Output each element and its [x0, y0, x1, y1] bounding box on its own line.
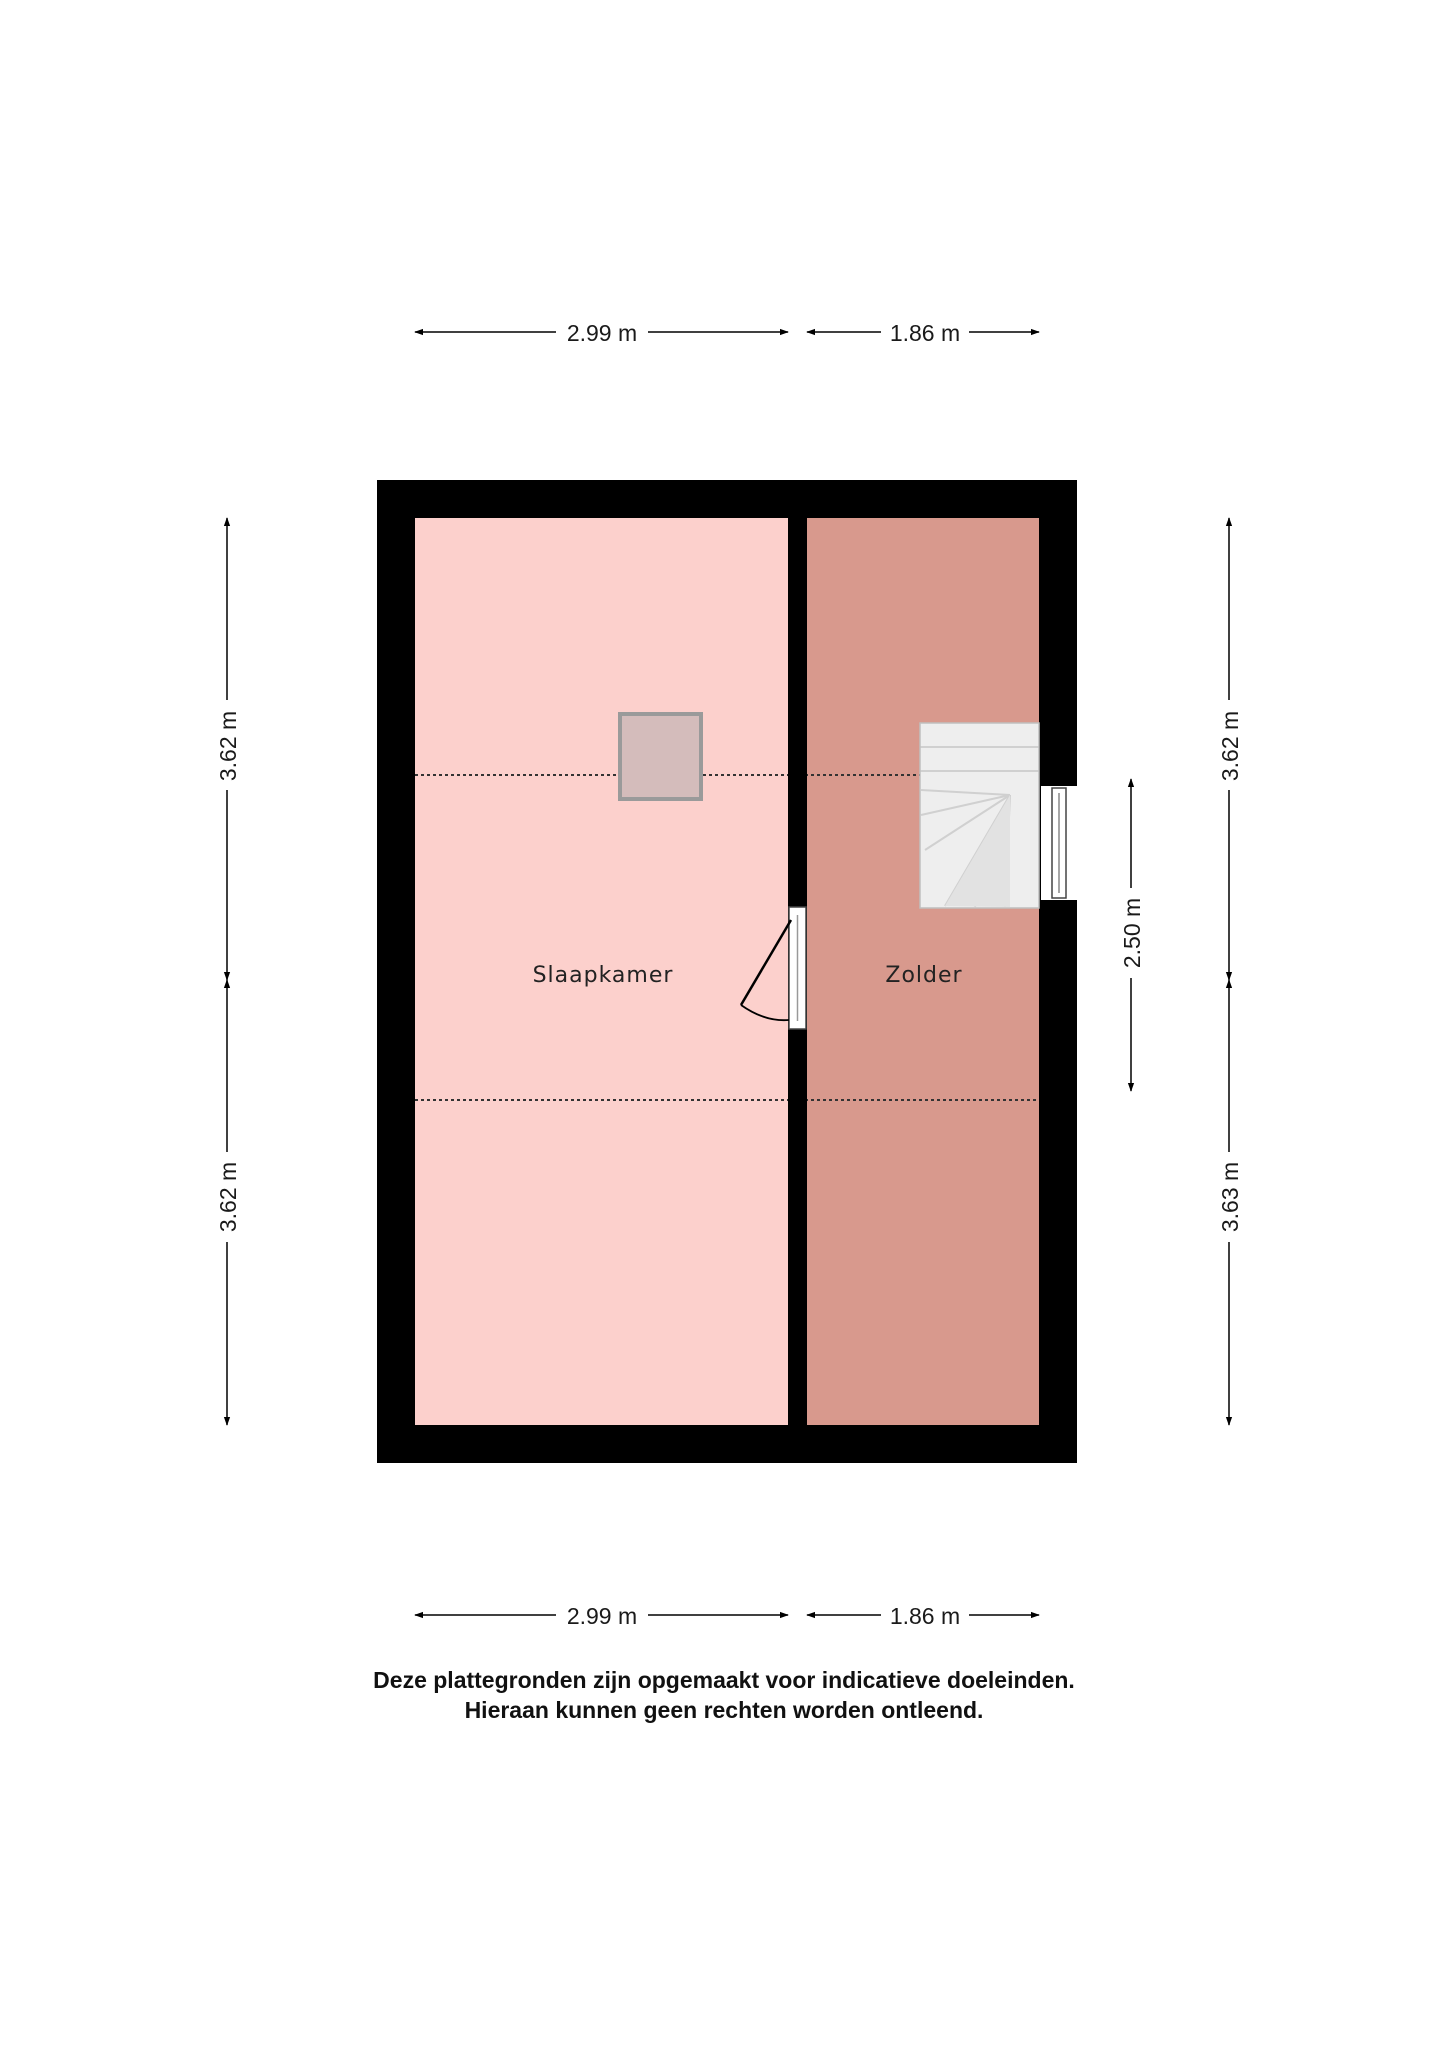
disclaimer — [0, 1665, 1448, 1725]
svg-text:3.63 m: 3.63 m — [1217, 1161, 1243, 1233]
dimension-right-upper — [1217, 518, 1243, 980]
svg-text:1.86 m: 1.86 m — [889, 320, 961, 346]
svg-text:2.99 m: 2.99 m — [566, 320, 638, 346]
dimension-top-right — [807, 320, 1039, 346]
svg-text:2.50 m: 2.50 m — [1119, 897, 1145, 969]
dimension-left-upper — [215, 518, 241, 980]
svg-text:1.86 m: 1.86 m — [889, 1603, 961, 1629]
dimension-bottom-left — [415, 1603, 788, 1629]
skylight — [620, 714, 701, 799]
dimension-right-lower — [1217, 980, 1243, 1425]
svg-text:3.62 m: 3.62 m — [215, 710, 241, 782]
disclaimer-line-1: Deze plattegronden zijn opgemaakt voor indicatieve doeleinden. — [373, 1667, 1075, 1693]
staircase — [920, 723, 1039, 908]
dimension-bottom-right — [807, 1603, 1039, 1629]
dimension-left-lower — [215, 980, 241, 1425]
svg-text:3.62 m: 3.62 m — [215, 1161, 241, 1233]
disclaimer-line-2: Hieraan kunnen geen rechten worden ontleend. — [464, 1697, 984, 1723]
room-label-attic: Zolder — [885, 963, 963, 988]
room-label-bedroom: Slaapkamer — [532, 963, 674, 988]
svg-text:3.62 m: 3.62 m — [1217, 710, 1243, 782]
interior-wall-upper — [788, 518, 807, 907]
dimension-top-left — [415, 320, 788, 346]
dimension-stair-opening — [1119, 779, 1145, 1091]
window — [1041, 786, 1077, 900]
svg-text:2.99 m: 2.99 m — [566, 1603, 638, 1629]
interior-wall-lower — [788, 1029, 807, 1425]
